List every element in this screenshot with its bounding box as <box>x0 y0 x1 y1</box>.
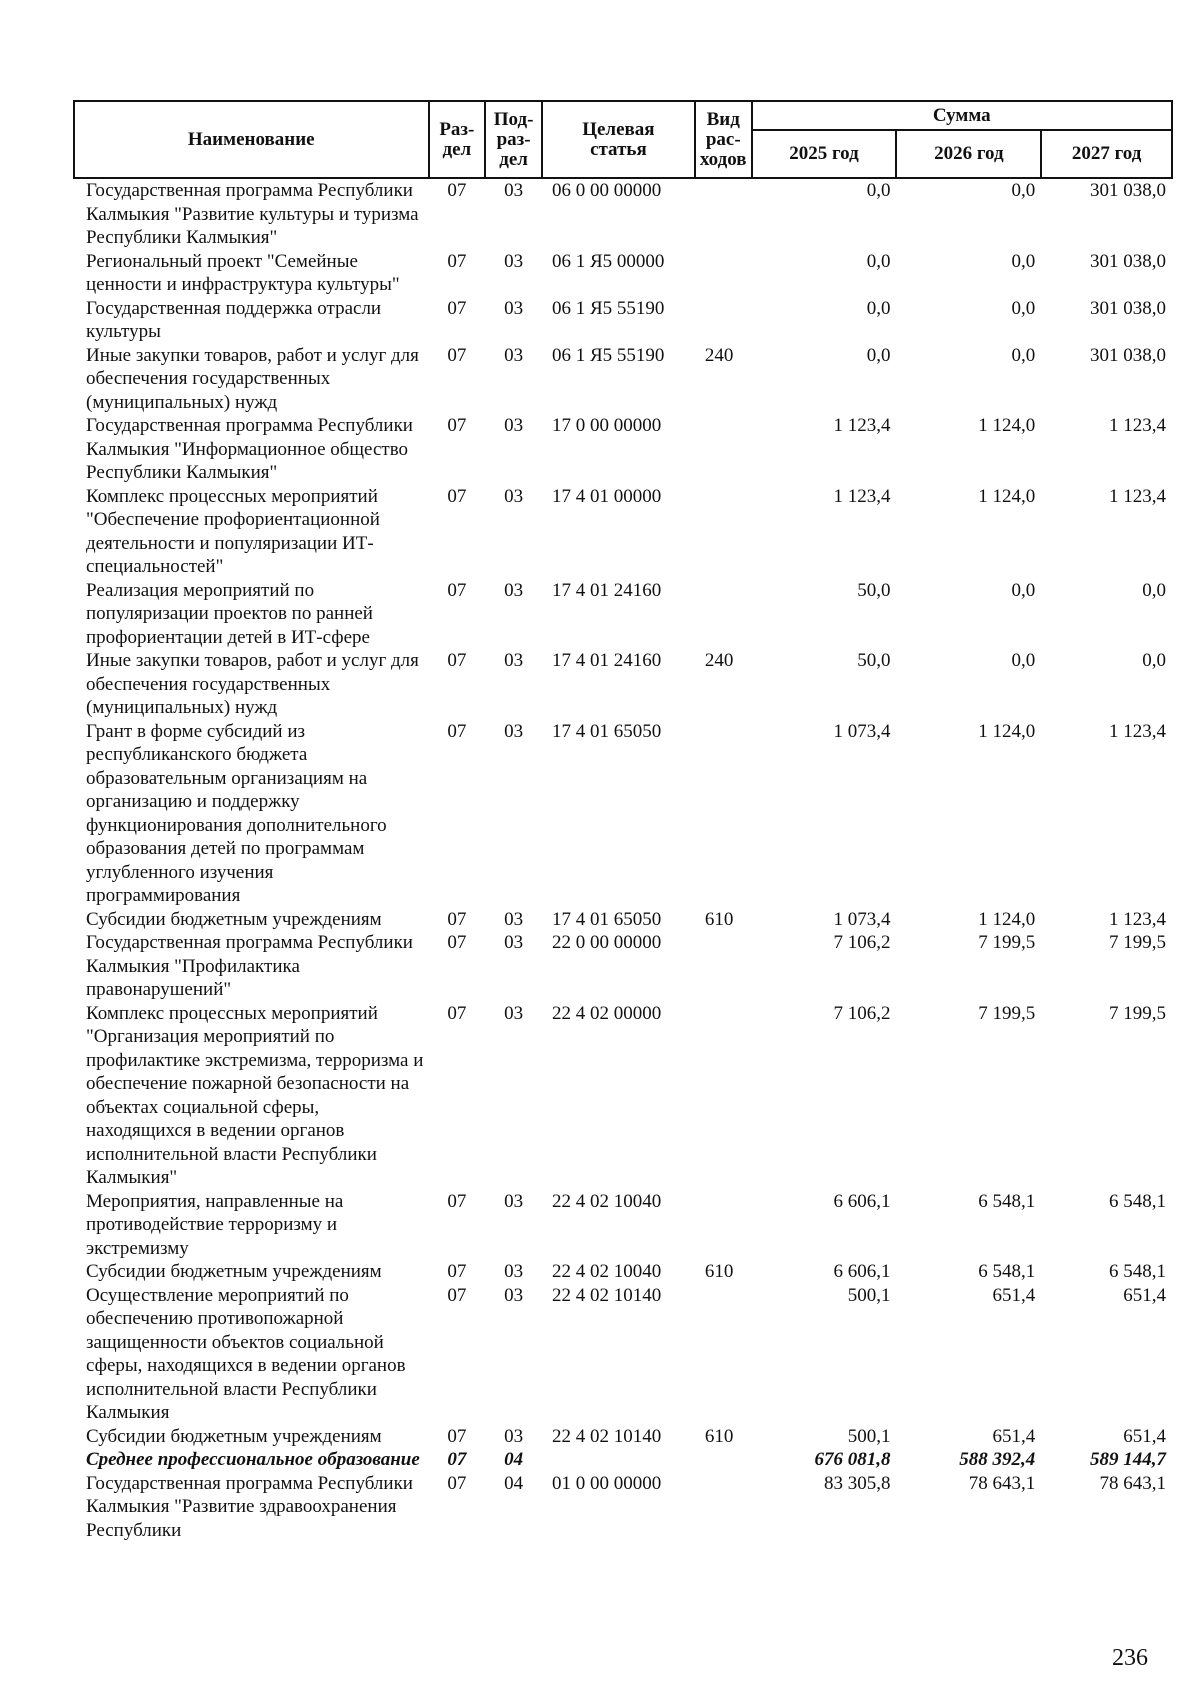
row-subsection: 03 <box>504 297 524 319</box>
row-sum-2027: 6 548,1 <box>1109 1261 1166 1282</box>
row-sum-2027: 651,4 <box>1123 1425 1166 1447</box>
row-sum-2026: 7 199,5 <box>978 932 1036 953</box>
row-subsection: 03 <box>504 250 524 272</box>
row-sum-2027: 589 144,7 <box>1090 1449 1166 1470</box>
row-target: 17 4 01 24160 <box>551 650 662 671</box>
row-section: 07 <box>447 485 467 507</box>
table-row <box>74 1190 1172 1261</box>
table-row <box>74 1260 1172 1284</box>
table-row <box>74 649 1172 720</box>
row-name: Среднее профессиональное образование <box>86 1449 420 1470</box>
row-section: 07 <box>447 1472 467 1494</box>
row-target: 17 4 01 65050 <box>551 720 662 742</box>
row-subsection: 03 <box>504 1002 524 1024</box>
row-sum-2025: 500,1 <box>847 1284 891 1306</box>
row-name: Грант в форме субсидий из республиканского бюджета образовательным организациям на организацию и поддержку функционирования дополнительного образования детей по программам углубленного изучения программирования <box>86 720 387 906</box>
table-row <box>74 1284 1172 1425</box>
row-target: 06 1 Я5 55190 <box>551 297 665 319</box>
header-sum: Сумма <box>752 101 1172 130</box>
row-section: 07 <box>447 1002 467 1024</box>
row-sum-2027: 7 199,5 <box>1109 932 1166 953</box>
row-sum-2025: 1 123,4 <box>833 415 891 436</box>
row-target <box>542 1448 695 1472</box>
row-sum-2025: 0,0 <box>866 180 891 201</box>
header-subsection: Под- раз- дел <box>485 101 542 178</box>
row-sum-2026: 0,0 <box>1011 297 1036 319</box>
row-target: 17 0 00 00000 <box>551 415 662 436</box>
row-sum-2027: 651,4 <box>1123 1284 1166 1306</box>
table-row <box>74 720 1172 908</box>
row-kind <box>695 931 752 1002</box>
row-sum-2027: 0,0 <box>1142 650 1166 671</box>
row-target: 17 4 01 24160 <box>551 579 662 601</box>
row-sum-2027: 301 038,0 <box>1090 297 1166 319</box>
row-target: 01 0 00 00000 <box>551 1472 662 1494</box>
row-kind <box>695 1284 752 1425</box>
row-sum-2026: 0,0 <box>1011 650 1036 671</box>
row-name: Мероприятия, направленные на противодействие терроризму и экстремизму <box>86 1190 344 1259</box>
row-subsection: 04 <box>504 1472 524 1494</box>
row-sum-2026: 651,4 <box>992 1284 1036 1306</box>
budget-table <box>73 100 1173 1542</box>
table-row <box>74 485 1172 579</box>
row-target: 06 1 Я5 00000 <box>551 250 665 272</box>
table-row <box>74 931 1172 1002</box>
row-sum-2025: 83 305,8 <box>823 1472 891 1494</box>
row-kind <box>695 414 752 485</box>
row-name: Государственная программа Республики Калмыкия "Развитие культуры и туризма Республики Калмыкия" <box>86 180 419 248</box>
row-subsection: 03 <box>504 180 524 201</box>
row-sum-2025: 1 073,4 <box>833 908 891 930</box>
row-kind <box>695 178 752 250</box>
row-sum-2026: 7 199,5 <box>978 1002 1036 1024</box>
table-row <box>74 579 1172 650</box>
row-subsection: 03 <box>504 1190 524 1212</box>
row-sum-2026: 6 548,1 <box>978 1190 1036 1212</box>
row-sum-2027: 1 123,4 <box>1109 720 1166 742</box>
row-kind <box>695 720 752 908</box>
row-kind: 240 <box>704 650 734 671</box>
row-kind <box>695 1190 752 1261</box>
row-sum-2027: 301 038,0 <box>1090 180 1166 201</box>
row-sum-2025: 7 106,2 <box>833 1002 891 1024</box>
row-sum-2026: 0,0 <box>1011 180 1036 201</box>
header-section: Раз- дел <box>429 101 486 178</box>
row-name: Государственная программа Республики Калмыкия "Информационное общество Республики Калмыкия" <box>86 415 413 483</box>
row-section: 07 <box>447 415 467 436</box>
row-section: 07 <box>447 1284 467 1306</box>
row-name: Осуществление мероприятий по обеспечению противопожарной защищенности объектов социальной сферы, находящихся в ведении органов исполнительной власти Республики Калмыкия <box>86 1284 406 1423</box>
row-sum-2026: 0,0 <box>1011 579 1036 601</box>
row-kind <box>695 250 752 297</box>
row-name: Государственная программа Республики Калмыкия "Профилактика правонарушений" <box>86 932 413 1000</box>
page-number: 236 <box>1112 1645 1148 1671</box>
row-sum-2025: 0,0 <box>866 344 891 366</box>
row-sum-2027: 0,0 <box>1142 579 1166 601</box>
row-sum-2027: 1 123,4 <box>1109 415 1166 436</box>
row-sum-2025: 7 106,2 <box>833 932 891 953</box>
row-kind <box>695 1448 752 1472</box>
row-section: 07 <box>447 1190 467 1212</box>
header-kind: Вид рас- ходов <box>695 101 752 178</box>
row-kind <box>695 297 752 344</box>
row-name: Комплекс процессных мероприятий "Организация мероприятий по профилактике экстремизма, терроризма и обеспечение пожарной безопасности на объектах социальной сферы, находящихся в ведении органов исполнительной власти Республики Калмыкия" <box>86 1002 424 1188</box>
row-sum-2026: 0,0 <box>1011 250 1036 272</box>
row-subsection: 04 <box>504 1449 524 1470</box>
row-target: 22 4 02 00000 <box>551 1002 662 1024</box>
row-subsection: 03 <box>504 650 524 671</box>
row-kind: 610 <box>704 1425 734 1447</box>
row-sum-2027: 6 548,1 <box>1109 1190 1166 1212</box>
row-subsection: 03 <box>504 932 524 953</box>
row-target: 06 1 Я5 55190 <box>551 344 665 366</box>
row-section: 07 <box>447 579 467 601</box>
row-target: 22 4 02 10140 <box>551 1425 662 1447</box>
row-section: 07 <box>447 1425 467 1447</box>
header-year-2025: 2025 год <box>752 130 897 178</box>
header-target: Целевая статья <box>542 101 695 178</box>
row-name: Субсидии бюджетным учреждениям <box>86 908 382 930</box>
row-sum-2026: 78 643,1 <box>968 1472 1036 1494</box>
row-subsection: 03 <box>504 485 524 507</box>
table-row <box>74 344 1172 415</box>
row-kind: 240 <box>704 344 734 366</box>
row-section: 07 <box>447 250 467 272</box>
table-row <box>74 297 1172 344</box>
table-row <box>74 1425 1172 1449</box>
row-section: 07 <box>447 650 467 671</box>
row-kind <box>695 1472 752 1543</box>
row-name: Иные закупки товаров, работ и услуг для обеспечения государственных (муниципальных) нужд <box>86 650 419 718</box>
row-sum-2025: 500,1 <box>847 1425 891 1447</box>
table-row <box>74 1448 1172 1472</box>
table-row <box>74 178 1172 250</box>
row-sum-2025: 6 606,1 <box>833 1261 891 1282</box>
row-name: Реализация мероприятий по популяризации проектов по ранней профориентации детей в ИТ-сфере <box>86 579 373 648</box>
row-sum-2026: 1 124,0 <box>978 415 1036 436</box>
row-target: 22 4 02 10140 <box>551 1284 662 1306</box>
row-section: 07 <box>447 720 467 742</box>
table-row <box>74 1002 1172 1190</box>
row-section: 07 <box>447 932 467 953</box>
table-row <box>74 250 1172 297</box>
row-sum-2026: 588 392,4 <box>959 1449 1036 1470</box>
row-kind <box>695 485 752 579</box>
row-name: Государственная программа Республики Калмыкия "Развитие здравоохранения Республики <box>86 1472 413 1541</box>
row-name: Субсидии бюджетным учреждениям <box>86 1425 382 1447</box>
table-row <box>74 414 1172 485</box>
row-section: 07 <box>447 1261 467 1282</box>
row-section: 07 <box>447 1449 467 1470</box>
row-sum-2026: 1 124,0 <box>978 908 1036 930</box>
row-target: 06 0 00 00000 <box>551 180 662 201</box>
table-row <box>74 1472 1172 1543</box>
row-subsection: 03 <box>504 415 524 436</box>
row-target: 17 4 01 65050 <box>551 908 662 930</box>
row-target: 22 4 02 10040 <box>551 1261 662 1282</box>
row-subsection: 03 <box>504 579 524 601</box>
row-kind <box>695 1002 752 1190</box>
header-year-2026: 2026 год <box>896 130 1041 178</box>
row-name: Иные закупки товаров, работ и услуг для обеспечения государственных (муниципальных) нужд <box>86 344 419 413</box>
row-sum-2026: 1 124,0 <box>978 485 1036 507</box>
table-row <box>74 908 1172 932</box>
row-sum-2025: 1 073,4 <box>833 720 891 742</box>
row-kind: 610 <box>704 908 734 930</box>
table-body <box>74 178 1172 1542</box>
row-target: 17 4 01 00000 <box>551 485 662 507</box>
row-section: 07 <box>447 344 467 366</box>
row-name: Субсидии бюджетным учреждениям <box>86 1261 382 1282</box>
row-sum-2025: 0,0 <box>866 297 891 319</box>
row-sum-2027: 78 643,1 <box>1099 1472 1166 1494</box>
row-sum-2026: 1 124,0 <box>978 720 1036 742</box>
row-subsection: 03 <box>504 1261 524 1282</box>
row-target: 22 4 02 10040 <box>551 1190 662 1212</box>
row-sum-2025: 1 123,4 <box>833 485 891 507</box>
row-sum-2026: 651,4 <box>992 1425 1036 1447</box>
row-subsection: 03 <box>504 908 524 930</box>
row-name: Государственная поддержка отрасли культуры <box>86 297 382 342</box>
row-sum-2027: 1 123,4 <box>1109 485 1166 507</box>
row-sum-2026: 6 548,1 <box>978 1261 1036 1282</box>
row-sum-2025: 50,0 <box>857 579 891 601</box>
row-name: Комплекс процессных мероприятий "Обеспечение профориентационной деятельности и популяризации ИТ-специальностей" <box>86 485 380 577</box>
row-sum-2027: 1 123,4 <box>1109 908 1166 930</box>
row-sum-2025: 50,0 <box>857 650 891 671</box>
row-sum-2025: 6 606,1 <box>833 1190 891 1212</box>
row-subsection: 03 <box>504 1425 524 1447</box>
table-header <box>74 101 1172 178</box>
row-kind: 610 <box>704 1261 734 1282</box>
row-kind <box>695 579 752 650</box>
row-sum-2025: 0,0 <box>866 250 891 272</box>
row-sum-2025: 676 081,8 <box>814 1449 891 1470</box>
row-sum-2027: 301 038,0 <box>1090 344 1166 366</box>
row-subsection: 03 <box>504 720 524 742</box>
row-sum-2026: 0,0 <box>1011 344 1036 366</box>
row-sum-2027: 301 038,0 <box>1090 250 1166 272</box>
row-target: 22 0 00 00000 <box>551 932 662 953</box>
row-sum-2027: 7 199,5 <box>1109 1002 1166 1024</box>
row-section: 07 <box>447 297 467 319</box>
row-subsection: 03 <box>504 344 524 366</box>
header-name: Наименование <box>74 101 429 178</box>
row-section: 07 <box>447 908 467 930</box>
row-subsection: 03 <box>504 1284 524 1306</box>
header-year-2027: 2027 год <box>1041 130 1172 178</box>
row-name: Региональный проект "Семейные ценности и инфраструктура культуры" <box>86 250 400 295</box>
row-section: 07 <box>447 180 467 201</box>
